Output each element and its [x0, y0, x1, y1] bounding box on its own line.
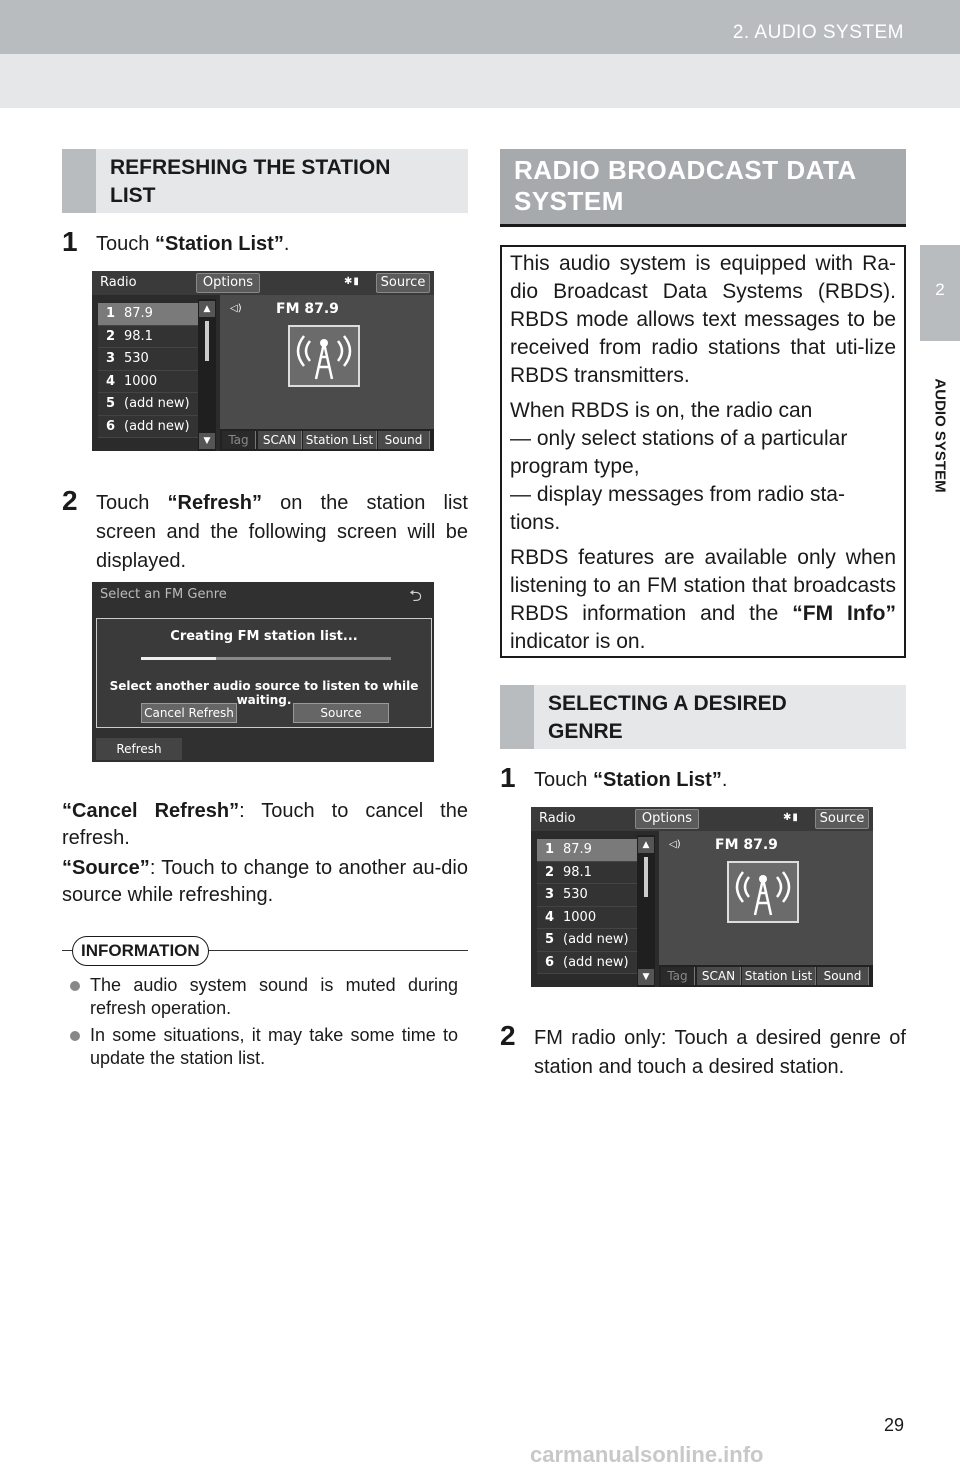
station-list-button[interactable]: Station List [742, 967, 816, 985]
station-row[interactable]: 5 (add new) [537, 929, 637, 952]
sound-button[interactable]: Sound [378, 431, 430, 449]
refresh-step-1: 1 Touch “Station List”. [62, 226, 290, 257]
radio-screen-1: Radio Options ✱▮ Source 1 87.9 2 98.1 3 530 4 1000 5 (add new) 6 (add new) ▲ ▼ ◁) FM 87.9 Tag SCAN Station List Sound [92, 271, 434, 451]
station-row[interactable]: 2 98.1 [537, 862, 637, 885]
station-row[interactable]: 4 1000 [537, 907, 637, 930]
refresh-progress-bar [141, 657, 391, 660]
genre-step-1: 1 Touch “Station List”. [500, 762, 728, 793]
page-number: 29 [883, 1415, 904, 1435]
bluetooth-signal-icon: ✱▮ [344, 276, 360, 287]
cancel-refresh-button[interactable]: Cancel Refresh [141, 703, 237, 723]
station-list [98, 303, 198, 438]
information-label: INFORMATION [72, 936, 209, 966]
station-row[interactable]: 4 1000 [98, 371, 198, 394]
tag-button[interactable]: Tag [222, 431, 256, 449]
frequency-display: FM 87.9 [276, 301, 339, 317]
section-heading-rbds: RADIO BROADCAST DATA SYSTEM [500, 149, 906, 227]
chapter-title: 2. AUDIO SYSTEM [732, 22, 904, 43]
bluetooth-signal-icon: ✱▮ [783, 812, 799, 823]
refresh-dialog: Creating FM station list... Select another audio source to listen to while waiting. Cancel Refresh Source [96, 618, 432, 728]
station-row[interactable]: 3 530 [537, 884, 637, 907]
station-row[interactable]: 6 (add new) [98, 416, 198, 439]
cancel-refresh-note: “Cancel Refresh”: Touch to cancel the refresh. [62, 800, 468, 849]
options-button[interactable]: Options [635, 809, 699, 829]
station-row[interactable]: 6 (add new) [537, 952, 637, 975]
scroll-up-icon[interactable]: ▲ [638, 837, 654, 853]
refresh-button[interactable]: Refresh [96, 738, 182, 760]
source-button[interactable]: Source [293, 703, 389, 723]
antenna-icon [727, 861, 799, 923]
frequency-display: FM 87.9 [715, 837, 778, 853]
chapter-tab-number: 2 [935, 280, 945, 299]
source-button[interactable]: Source [815, 809, 869, 829]
refresh-screen [92, 582, 434, 762]
scan-button[interactable]: SCAN [697, 967, 741, 985]
scan-button[interactable]: SCAN [258, 431, 302, 449]
radio-screen-2: Radio Options ✱▮ Source 1 87.9 2 98.1 3 530 4 1000 5 (add new) 6 (add new) ▲ ▼ ◁) FM 87.9 Tag SCAN Station List Sound [531, 807, 873, 987]
volume-icon: ◁) [230, 303, 242, 314]
bullet-icon [70, 981, 80, 991]
source-note: “Source”: Touch to change to another au-dio source while refreshing. [62, 857, 468, 906]
scroll-up-icon[interactable]: ▲ [199, 301, 215, 317]
station-list-button[interactable]: Station List [303, 431, 377, 449]
sound-button[interactable]: Sound [817, 967, 869, 985]
tag-button[interactable]: Tag [661, 967, 695, 985]
genre-screen-title: Select an FM Genre [100, 587, 227, 602]
refresh-step-2: 2 Touch “Refresh” on the station list screen and the following screen will be displayed. [62, 485, 468, 572]
watermark: carmanualsonline.info [530, 1442, 764, 1467]
options-button[interactable]: Options [196, 273, 260, 293]
source-button[interactable]: Source [376, 273, 430, 293]
rbds-description-box: This audio system is equipped with Ra-dio Broadcast Data Systems (RBDS). RBDS mode allows text messages to be received from radio stations that uti-lize RBDS transmitters. When RBDS is on, the radio can — only select stations of a particular program type, — display messages from radio sta- tions. RBDS features are available only when listening to an FM station that broadcasts RBDS information and the “FM Info” indicator is on. [500, 245, 906, 658]
scroll-down-icon[interactable]: ▼ [199, 433, 215, 449]
station-row[interactable]: 2 98.1 [98, 326, 198, 349]
station-row[interactable]: 5 (add new) [98, 393, 198, 416]
back-icon[interactable]: ⮌ [409, 586, 422, 605]
station-row[interactable]: 1 87.9 [537, 839, 637, 862]
volume-icon: ◁) [669, 839, 681, 850]
section-heading-genre: SELECTING A DESIRED GENRE [500, 685, 906, 749]
station-list [537, 839, 637, 974]
station-scrollbar[interactable] [637, 835, 655, 987]
station-row[interactable]: 1 87.9 [98, 303, 198, 326]
station-row[interactable]: 3 530 [98, 348, 198, 371]
antenna-icon [288, 325, 360, 387]
section-heading-refresh: REFRESHING THE STATION LIST [62, 149, 468, 213]
bullet-icon [70, 1031, 80, 1041]
header-subbar [0, 54, 960, 108]
scroll-down-icon[interactable]: ▼ [638, 969, 654, 985]
chapter-side-label: AUDIO SYSTEM [931, 378, 949, 493]
genre-step-2: 2 FM radio only: Touch a desired genre of station and touch a desired station. [500, 1020, 906, 1078]
station-scrollbar[interactable] [198, 299, 216, 451]
